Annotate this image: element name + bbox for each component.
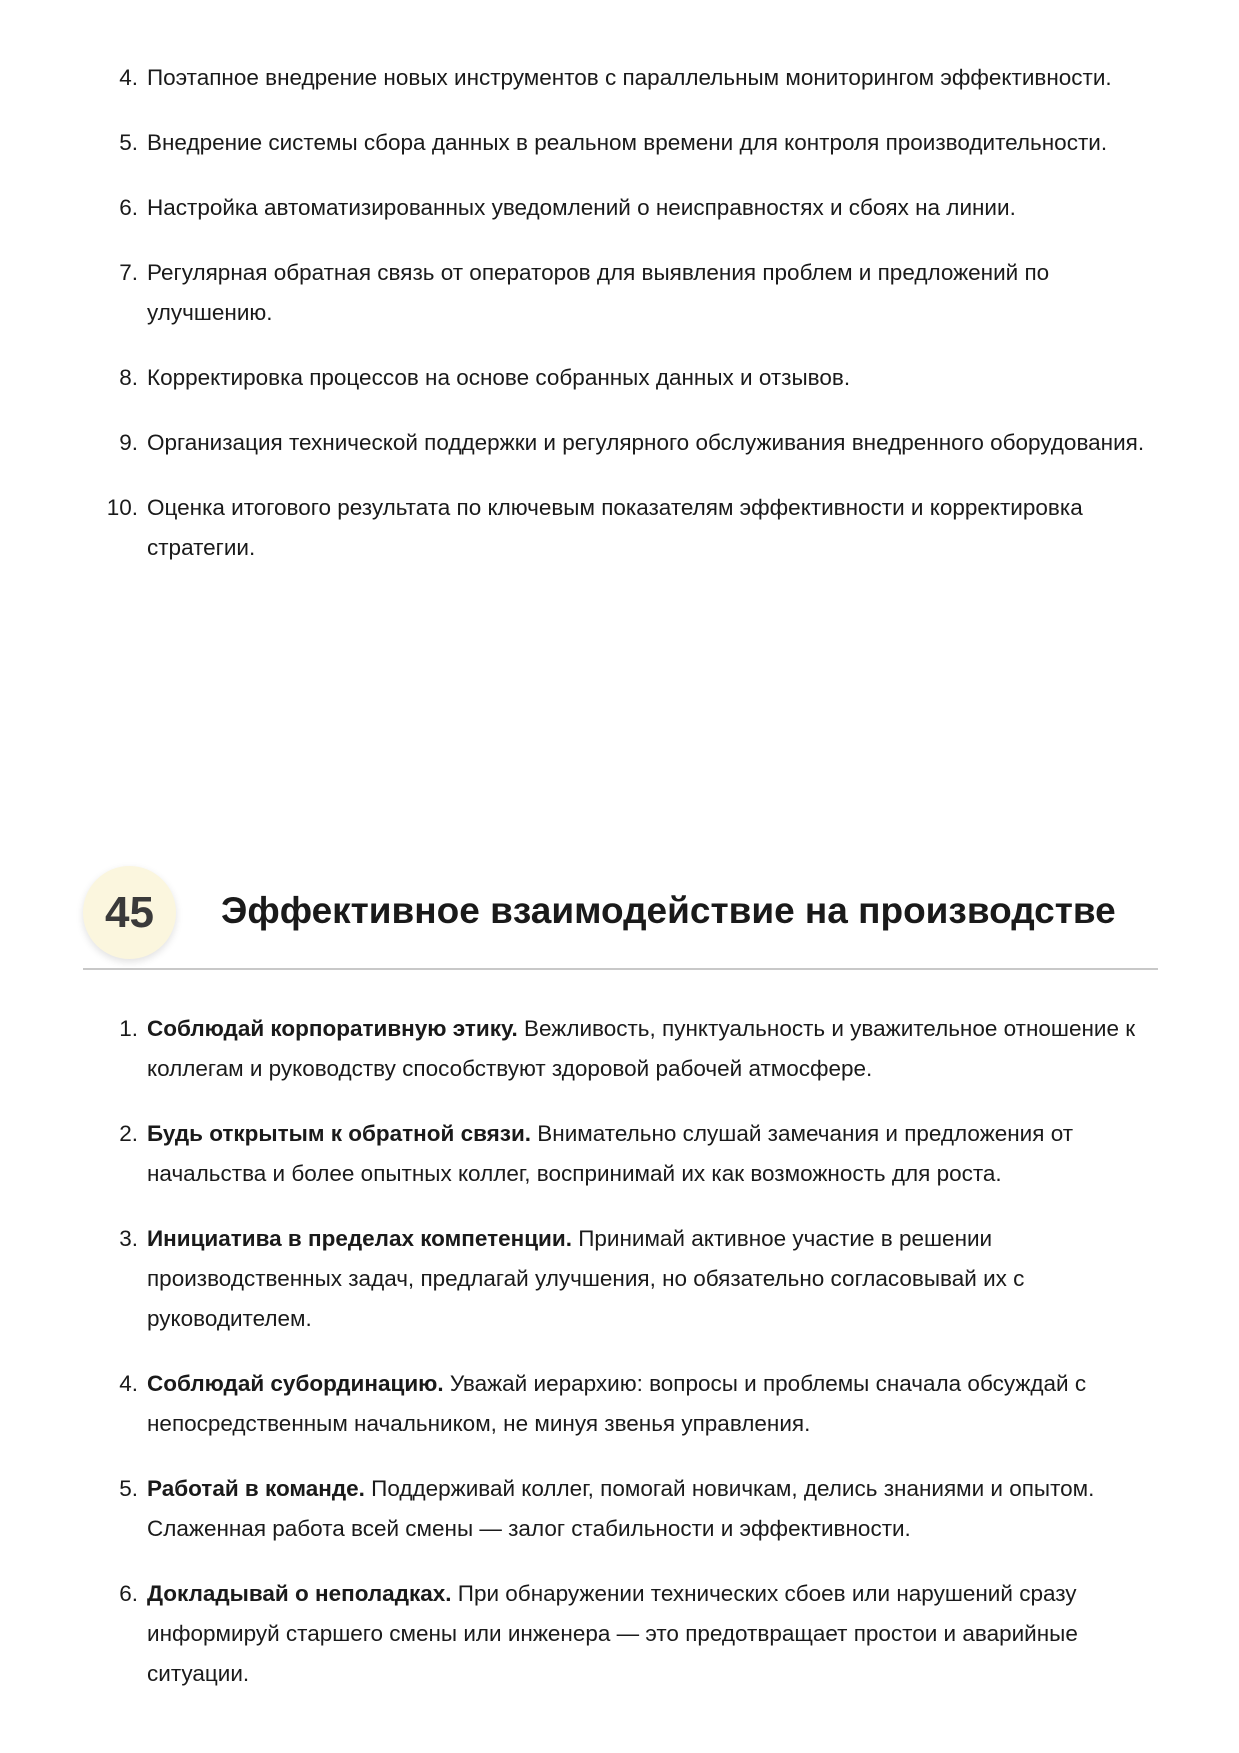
item-number: 2. [119,1121,138,1146]
section-number-badge: 45 [83,866,176,959]
item-number: 6. [119,1581,138,1606]
item-text: Поэтапное внедрение новых инструментов с параллельным мониторингом эффективности. [147,65,1112,90]
item-body: Поддерживай коллег, помогай новичкам, делись знаниями и опытом. Слаженная работа всей смены — залог стабильности и эффективности. [147,1476,1095,1541]
list-item [100,488,1150,568]
list-item [100,123,1150,163]
item-text [147,1476,1094,1541]
list-item [100,253,1150,333]
list-item [100,58,1150,98]
interaction-rules-list [100,1009,1150,1719]
item-body: Уважай иерархию: вопросы и проблемы сначала обсуждай с непосредственным начальником, не минуя звенья управления. [147,1371,1087,1436]
item-number: 3. [119,1226,138,1251]
list-item [100,358,1150,398]
section-header [83,866,1158,970]
section-title: Эффективное взаимодействие на производстве [221,890,1116,931]
item-body: Принимай активное участие в решении производственных задач, предлагай улучшения, но обязательно согласовывай их с руководителем. [147,1226,1025,1331]
list-item [100,1574,1150,1694]
list-item [100,1114,1150,1194]
item-number: 6. [119,195,138,220]
item-number: 4. [119,1371,138,1396]
item-text [147,1226,1024,1331]
item-number: 5. [119,130,138,155]
item-number: 10. [106,495,138,520]
item-text [147,1016,1135,1081]
item-body: Внимательно слушай замечания и предложения от начальства и более опытных коллег, воспринимай их как возможность для роста. [147,1121,1074,1186]
item-text [147,1581,1078,1686]
item-text: Корректировка процессов на основе собранных данных и отзывов. [147,365,851,390]
item-body: При обнаружении технических сбоев или нарушений сразу информируй старшего смены или инженера — это предотвращает простои и аварийные ситуации. [147,1581,1078,1686]
list-item [100,423,1150,463]
list-item [100,1009,1150,1089]
item-lead: Инициатива в пределах компетенции. [147,1226,572,1251]
item-text: Регулярная обратная связь от операторов для выявления проблем и предложений по улучшению. [147,260,1050,325]
implementation-steps-list [100,58,1150,593]
list-item [100,1364,1150,1444]
item-text [147,1121,1073,1186]
item-text [147,1371,1086,1436]
item-number: 5. [119,1476,138,1501]
item-number: 4. [119,65,138,90]
item-lead: Работай в команде. [147,1476,365,1501]
item-number: 8. [119,365,138,390]
item-number: 1. [119,1016,138,1041]
item-lead: Будь открытым к обратной связи. [147,1121,532,1146]
item-number: 7. [119,260,138,285]
item-text: Оценка итогового результата по ключевым показателям эффективности и корректировка стратегии. [147,495,1083,560]
item-text: Внедрение системы сбора данных в реальном времени для контроля производительности. [147,130,1108,155]
item-lead: Соблюдай корпоративную этику. [147,1016,518,1041]
list-item [100,1469,1150,1549]
item-body: Вежливость, пунктуальность и уважительное отношение к коллегам и руководству способствуют здоровой рабочей атмосфере. [147,1016,1136,1081]
list-item [100,188,1150,228]
list-item [100,1219,1150,1339]
item-text: Настройка автоматизированных уведомлений о неисправностях и сбоях на линии. [147,195,1016,220]
item-lead: Соблюдай субординацию. [147,1371,444,1396]
item-lead: Докладывай о неполадках. [147,1581,452,1606]
item-text: Организация технической поддержки и регулярного обслуживания внедренного оборудования. [147,430,1145,455]
item-number: 9. [119,430,138,455]
